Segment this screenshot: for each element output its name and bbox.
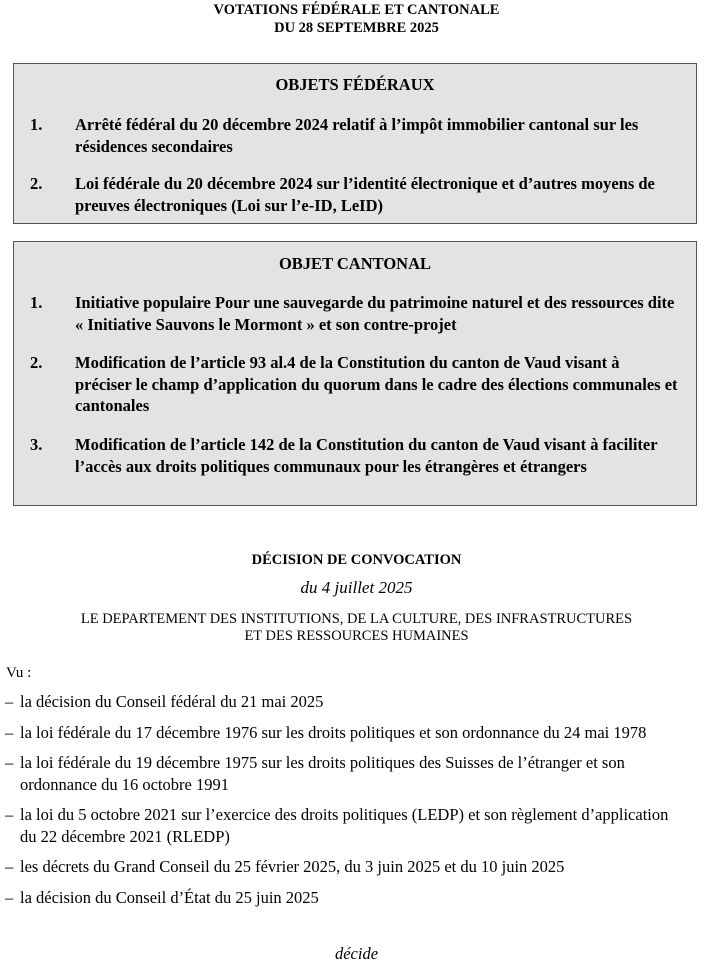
decision-closing: décide — [334, 944, 379, 963]
item-number: 2. — [30, 174, 43, 193]
item-number: 1. — [30, 293, 43, 312]
department-line-1: LE DEPARTEMENT DES INSTITUTIONS, DE LA CULTURE, DES INFRASTRUCTURES — [80, 611, 633, 627]
list-item — [0, 722, 713, 744]
department-line-2: ET DES RESSOURCES HUMAINES — [244, 628, 469, 644]
list-item-text: la décision du Conseil d’État du 25 juin 2025 — [20, 887, 319, 907]
item-text: Arrêté fédéral du 20 décembre 2024 relatif à l’impôt immobilier cantonal sur les résidences secondaires — [75, 115, 639, 156]
dash-bullet: – — [5, 887, 14, 907]
item-number: 3. — [30, 435, 43, 454]
dash-bullet: – — [5, 753, 14, 772]
dash-bullet: – — [5, 722, 14, 742]
dash-bullet: – — [5, 857, 14, 876]
list-item-text: la décision du Conseil fédéral du 21 mai 2025 — [20, 692, 324, 711]
header-title: VOTATIONS FÉDÉRALE ET CANTONALE — [213, 2, 500, 18]
list-item-text: la loi fédérale du 19 décembre 1975 sur les droits politiques des Suisses de l’étranger et son ordonnance du 16 octobre 1991 — [20, 753, 625, 794]
dash-bullet: – — [5, 692, 14, 711]
federal-objects-box — [13, 63, 697, 224]
item-text: Initiative populaire Pour une sauvegarde du patrimoine naturel et des ressources dite « Initiative Sauvons le Mormont » et son contre-projet — [75, 293, 675, 334]
vu-label: Vu : — [6, 665, 32, 681]
header-date: DU 28 SEPTEMBRE 2025 — [274, 20, 439, 36]
item-number: 1. — [30, 115, 43, 134]
list-item-text: la loi du 5 octobre 2021 sur l’exercice des droits politiques (LEDP) et son règlement d’application du 22 décembre 2021 (RLEDP) — [20, 805, 669, 846]
decision-date: du 4 juillet 2025 — [300, 578, 413, 597]
vu-list — [0, 691, 713, 917]
item-text: Loi fédérale du 20 décembre 2024 sur l’identité électronique et d’autres moyens de preuves électroniques (Loi sur l’e-ID, LeID) — [75, 174, 655, 215]
dash-bullet: – — [5, 805, 14, 824]
list-item — [0, 691, 713, 713]
decision-title: DÉCISION DE CONVOCATION — [251, 552, 462, 568]
list-item — [0, 804, 713, 847]
item-text: Modification de l’article 93 al.4 de la Constitution du canton de Vaud visant à préciser le champ d’application du quorum dans le cadre des élections communales et cantonales — [75, 353, 678, 415]
list-item — [0, 887, 713, 909]
list-item — [0, 856, 713, 878]
list-item — [0, 752, 713, 795]
cantonal-object-title: OBJET CANTONAL — [278, 254, 432, 273]
department-name — [0, 611, 713, 645]
item-text: Modification de l’article 142 de la Constitution du canton de Vaud visant à faciliter l’accès aux droits politiques communaux pour les étrangères et étrangers — [75, 435, 658, 476]
list-item-text: la loi fédérale du 17 décembre 1976 sur les droits politiques et son ordonnance du 24 mai 1978 — [20, 722, 647, 742]
cantonal-object-box — [13, 241, 697, 506]
list-item-text: les décrets du Grand Conseil du 25 février 2025, du 3 juin 2025 et du 10 juin 2025 — [20, 857, 565, 876]
item-number: 2. — [30, 353, 43, 372]
federal-objects-title: OBJETS FÉDÉRAUX — [275, 75, 435, 94]
